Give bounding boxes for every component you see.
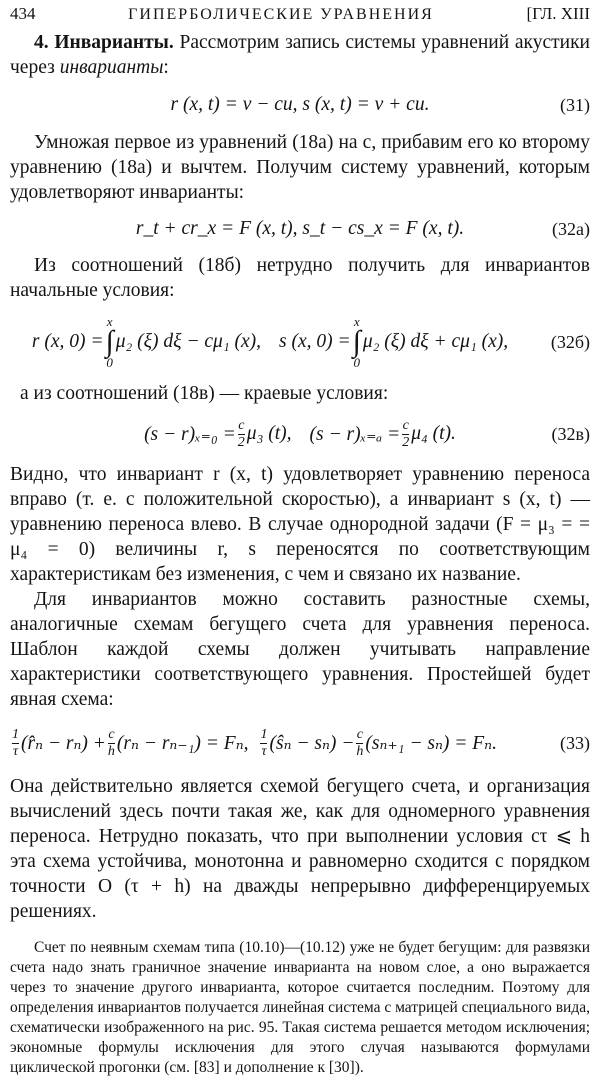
- fraction: $\frac{1}{\tau}$: [12, 726, 19, 759]
- equation-number: (32а): [552, 218, 590, 239]
- fraction: $\frac{c}{2}$: [237, 417, 245, 450]
- term-invariants: инварианты: [59, 57, 164, 78]
- fraction: $\frac{c}{h}$: [356, 726, 364, 759]
- page-number: 434: [10, 4, 36, 23]
- equation-32v: (s − r)ₓ₌₀ = $\frac{c}{2}$ μ₃ (t), (s − r)ₓ₌ₐ = $\frac{c}{2}$ μ₄ (t). (32в): [144, 417, 590, 450]
- paragraph: Умножая первое из уравнений (18а) на c, прибавим его ко второму уравнению (18а) и вычтем. Получим систему уравнений, которым удовлетворяют инварианты:: [10, 132, 590, 203]
- footnote-text: Счет по неявным схемам типа (10.10)—(10.12) уже не будет бегущим: для развязки счета надо знать граничное значение инварианта на новом слое, а оно выражается через то значение другого инварианта, которое считается последним. Поэтому для определения инвариантов получается линейная система с матрицей специального вида, схематически изображенного на рис. 95. Такая система решается методом исключения; экономные формулы исключения для этого случая называются формулами циклической прогонки (см. [83] и дополнение к [30]).: [10, 939, 590, 1076]
- equation-number: (32в): [551, 423, 590, 444]
- equation-number: (31): [560, 94, 590, 115]
- fraction: $\frac{c}{2}$: [402, 417, 410, 450]
- equation-number: (32б): [550, 331, 590, 352]
- footnote-block: [10, 938, 590, 1078]
- equation-33: $\frac{1}{\tau}$ (r̂ₙ − rₙ) + $\frac{c}{h}$ (rₙ − rₙ₋₁) = Fₙ, $\frac{1}{\tau}$ (ŝₙ − sₙ) − $\frac{c}{h}$ (sₙ₊₁ − sₙ) = Fₙ. (33): [12, 726, 590, 759]
- running-title: ГИПЕРБОЛИЧЕСКИЕ УРАВНЕНИЯ: [128, 6, 434, 23]
- page-header: [10, 4, 590, 30]
- paragraph: а из соотношений (18в) — краевые условия:: [20, 383, 389, 404]
- equation-32a: r_t + cr_x = F (x, t), s_t − cs_x = F (x, t). (32а): [135, 218, 590, 239]
- fraction: $\frac{1}{\tau}$: [260, 726, 268, 759]
- integral-sign: x ∫ 0: [105, 314, 114, 370]
- paragraph: Из соотношений (18б) нетрудно получить для инвариантов начальные условия:: [10, 255, 590, 301]
- paragraph: Она действительно является схемой бегущего счета, и организация вычислений здесь почти такая же, как для одномерного уравнения переноса. Нетрудно показать, что при выполнении условия cτ ⩽ h эта схема устойчива, монотонна и равномерно сходится с порядком точности O (τ + h) на дважды непрерывно дифференцируемых решениях.: [10, 776, 590, 922]
- integral-sign: x ∫ 0: [352, 314, 361, 370]
- paragraph: Для инвариантов можно составить разностные схемы, аналогичные схемам бегущего счета для уравнения переноса. Шаблон каждой схемы должен учитывать направление характеристики соответствующего уравнения. Простейшей будет явная схема:: [10, 589, 590, 710]
- equation-31: r (x, t) = v − cu, s (x, t) = v + cu. (31): [170, 94, 590, 115]
- equation-number: (33): [560, 732, 590, 753]
- equation-32b: r (x, 0) = x ∫ 0 μ₂ (ξ) dξ − cμ₁ (x), s (x, 0) = x ∫ 0 μ₂ (ξ) dξ + cμ₁ (x), (32б): [31, 314, 590, 370]
- section-heading: 4. Инварианты.: [34, 32, 174, 53]
- chapter-label: [ГЛ. XIII: [526, 4, 590, 23]
- paragraph: Видно, что инвариант r (x, t) удовлетворяет уравнению переноса вправо (т. е. с положительной скоростью), а инвариант s (x, t) — уравнению переноса влево. В случае однородной задачи (F = μ₃ = = μ₄ = 0) величины r, s переносятся по соответствующим характеристикам без изменения, с чем и связано их название.: [10, 464, 590, 585]
- fraction: $\frac{c}{h}$: [107, 726, 115, 759]
- section-intro: 4. Инварианты. Рассмотрим запись системы уравнений акустики через инварианты:: [10, 32, 590, 78]
